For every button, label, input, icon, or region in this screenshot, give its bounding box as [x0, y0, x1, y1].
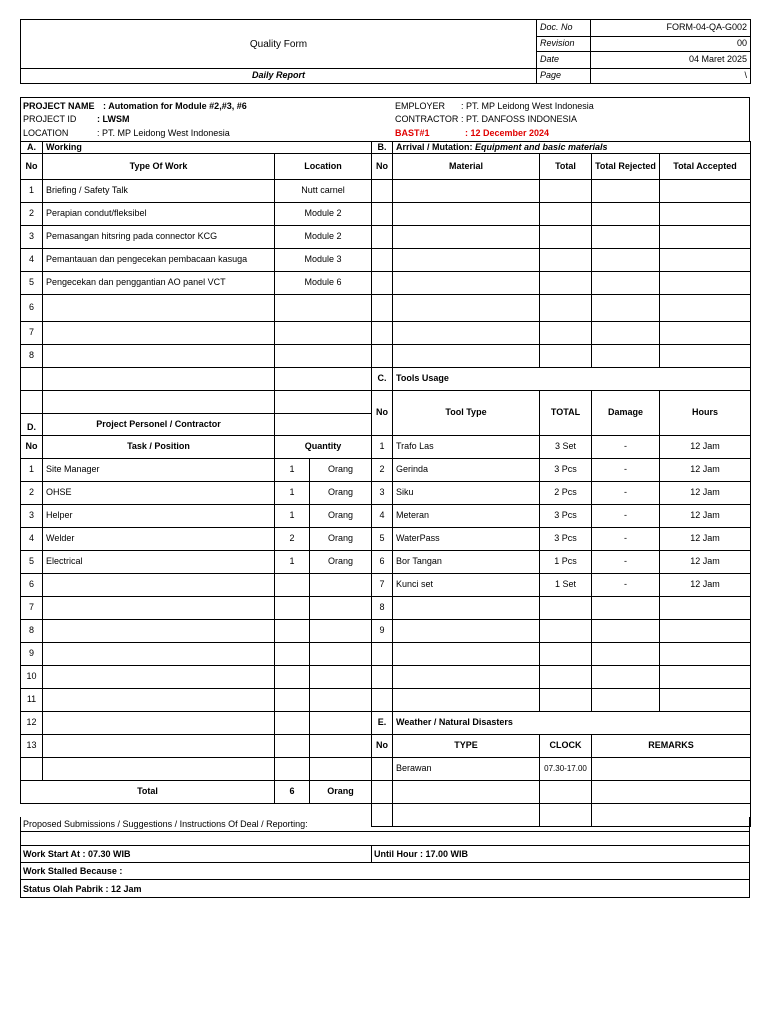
tools-header-no: No	[372, 391, 393, 436]
proposed-row	[20, 817, 750, 832]
working-type: Perapian condut/fleksibel	[43, 203, 275, 226]
tool-no: 5	[372, 528, 393, 551]
working-no: 3	[21, 226, 43, 249]
project-id-value: : LWSM	[97, 114, 130, 124]
tool-hours: 12 Jam	[660, 436, 751, 459]
tool-damage: -	[592, 505, 660, 528]
personnel-task	[43, 666, 275, 689]
table-row	[372, 574, 751, 597]
personnel-task	[43, 643, 275, 666]
personnel-task	[43, 597, 275, 620]
working-location: Nutt carnel	[275, 180, 372, 203]
personnel-task	[43, 620, 275, 643]
work-stalled: Work Stalled Because :	[23, 866, 123, 876]
revision-label: Revision	[537, 37, 591, 52]
tool-type: Meteran	[393, 505, 540, 528]
tools-header-hours: Hours	[660, 391, 751, 436]
tool-damage	[592, 620, 660, 643]
tool-damage: -	[592, 528, 660, 551]
date-label: Date	[537, 52, 591, 69]
table-row	[21, 666, 372, 689]
header-table	[20, 19, 751, 84]
personnel-unit	[310, 689, 372, 712]
personnel-qty: 1	[275, 482, 310, 505]
table-row	[21, 249, 372, 272]
section-d-letter: D.	[21, 414, 43, 436]
personnel-unit	[310, 597, 372, 620]
personnel-no: 2	[21, 482, 43, 505]
tool-hours: 12 Jam	[660, 482, 751, 505]
section-a-letter: A.	[21, 142, 43, 154]
table-row	[21, 505, 372, 528]
until-hour: Until Hour : 17.00 WIB	[374, 849, 469, 859]
tool-total: 3 Pcs	[540, 528, 592, 551]
working-type	[43, 322, 275, 345]
weather-header-type: TYPE	[393, 735, 540, 758]
working-type: Pemantauan dan pengecekan pembacaan kasuga	[43, 249, 275, 272]
table-row	[21, 180, 372, 203]
personnel-unit	[310, 666, 372, 689]
personnel-header-quantity: Quantity	[275, 436, 372, 459]
personnel-unit: Orang	[310, 528, 372, 551]
personnel-task	[43, 735, 275, 758]
tool-total: 1 Set	[540, 574, 592, 597]
personnel-unit	[310, 574, 372, 597]
table-row	[372, 505, 751, 528]
weather-header-no: No	[372, 735, 393, 758]
status-olah-pabrik: Status Olah Pabrik : 12 Jam	[23, 884, 142, 894]
tools-header-damage: Damage	[592, 391, 660, 436]
tool-total: 1 Pcs	[540, 551, 592, 574]
arrival-header-total: Total	[540, 154, 592, 180]
table-row	[21, 226, 372, 249]
tool-damage: -	[592, 551, 660, 574]
personnel-task: Helper	[43, 505, 275, 528]
table-row	[21, 345, 372, 368]
working-location: Module 2	[275, 203, 372, 226]
form-subtitle: Daily Report	[21, 69, 537, 84]
working-no: 1	[21, 180, 43, 203]
doc-no-value: FORM-04-QA-G002	[591, 20, 751, 37]
personnel-unit	[310, 620, 372, 643]
personnel-qty	[275, 574, 310, 597]
personnel-unit	[310, 712, 372, 735]
personnel-qty	[275, 620, 310, 643]
personnel-qty: 1	[275, 551, 310, 574]
personnel-qty	[275, 712, 310, 735]
working-no: 2	[21, 203, 43, 226]
personnel-unit: Orang	[310, 505, 372, 528]
working-location	[275, 345, 372, 368]
tool-total: 3 Pcs	[540, 505, 592, 528]
section-b-title	[393, 142, 751, 154]
tool-hours: 12 Jam	[660, 551, 751, 574]
table-row	[21, 482, 372, 505]
personnel-total-label: Total	[21, 781, 275, 804]
tool-no: 4	[372, 505, 393, 528]
proposed-blank-row	[20, 832, 750, 846]
personnel-no: 4	[21, 528, 43, 551]
table-row	[372, 620, 751, 643]
personnel-task	[43, 689, 275, 712]
personnel-total-unit: Orang	[310, 781, 372, 804]
table-row	[372, 459, 751, 482]
tool-no: 7	[372, 574, 393, 597]
working-no: 7	[21, 322, 43, 345]
working-location: Module 3	[275, 249, 372, 272]
work-start: Work Start At : 07.30 WIB	[23, 849, 131, 859]
arrival-header-accepted: Total Accepted	[660, 154, 751, 180]
working-location: Module 2	[275, 226, 372, 249]
working-header-location: Location	[275, 154, 372, 180]
working-header-type: Type Of Work	[43, 154, 275, 180]
personnel-qty	[275, 597, 310, 620]
personnel-no: 12	[21, 712, 43, 735]
tool-type: WaterPass	[393, 528, 540, 551]
table-row	[21, 643, 372, 666]
working-no: 4	[21, 249, 43, 272]
date-value: 04 Maret 2025	[591, 52, 751, 69]
personnel-qty: 2	[275, 528, 310, 551]
tool-total: 3 Set	[540, 436, 592, 459]
table-row	[372, 597, 751, 620]
project-id-label: PROJECT ID	[23, 114, 77, 124]
tool-hours	[660, 620, 751, 643]
personnel-header-no: No	[21, 436, 43, 459]
tool-hours: 12 Jam	[660, 505, 751, 528]
table-row	[21, 574, 372, 597]
weather-no	[372, 758, 393, 781]
personnel-task: Welder	[43, 528, 275, 551]
arrival-header-no: No	[372, 154, 393, 180]
personnel-no: 11	[21, 689, 43, 712]
personnel-task: OHSE	[43, 482, 275, 505]
tool-no: 2	[372, 459, 393, 482]
right-table	[371, 141, 751, 827]
working-type	[43, 345, 275, 368]
personnel-task: Electrical	[43, 551, 275, 574]
personnel-total-qty: 6	[275, 781, 310, 804]
tool-total: 3 Pcs	[540, 459, 592, 482]
working-type: Briefing / Safety Talk	[43, 180, 275, 203]
weather-header-remarks: REMARKS	[592, 735, 751, 758]
personnel-no: 7	[21, 597, 43, 620]
personnel-no: 5	[21, 551, 43, 574]
tool-no: 6	[372, 551, 393, 574]
table-row	[21, 597, 372, 620]
tool-hours: 12 Jam	[660, 459, 751, 482]
section-b-title-text: Arrival / Mutation:	[396, 141, 476, 152]
table-row	[21, 459, 372, 482]
table-row	[372, 436, 751, 459]
section-b-letter: B.	[372, 142, 393, 154]
tool-damage	[592, 597, 660, 620]
tool-type	[393, 597, 540, 620]
tool-hours: 12 Jam	[660, 574, 751, 597]
form-title: Quality Form	[21, 20, 537, 69]
table-row	[372, 528, 751, 551]
table-row	[21, 689, 372, 712]
weather-header-clock: CLOCK	[540, 735, 592, 758]
contractor-value: : PT. DANFOSS INDONESIA	[461, 114, 578, 124]
table-row	[21, 528, 372, 551]
personnel-qty	[275, 735, 310, 758]
personnel-qty: 1	[275, 505, 310, 528]
table-row	[21, 295, 372, 322]
project-info	[20, 97, 750, 141]
page-value: \	[591, 69, 751, 84]
tool-type: Kunci set	[393, 574, 540, 597]
working-no: 8	[21, 345, 43, 368]
tool-damage: -	[592, 436, 660, 459]
table-row	[372, 551, 751, 574]
personnel-unit: Orang	[310, 551, 372, 574]
work-time-divider	[371, 846, 372, 862]
stalled-row	[20, 863, 750, 880]
working-type	[43, 295, 275, 322]
tool-type: Siku	[393, 482, 540, 505]
project-name-label: PROJECT NAME	[23, 101, 95, 111]
personnel-no: 9	[21, 643, 43, 666]
personnel-no: 3	[21, 505, 43, 528]
status-row	[20, 880, 750, 898]
contractor-label: CONTRACTOR	[395, 114, 459, 124]
section-c-title: Tools Usage	[393, 368, 751, 391]
bast-value: : 12 December 2024	[465, 128, 550, 138]
arrival-header-rejected: Total Rejected	[592, 154, 660, 180]
section-e-title: Weather / Natural Disasters	[393, 712, 751, 735]
table-row	[21, 203, 372, 226]
tool-no: 8	[372, 597, 393, 620]
section-a-title: Working	[43, 142, 372, 154]
left-table	[20, 141, 372, 804]
proposed-label: Proposed Submissions / Suggestions / Instructions Of Deal / Reporting:	[23, 819, 308, 829]
tool-total: 2 Pcs	[540, 482, 592, 505]
tool-hours	[660, 597, 751, 620]
weather-clock: 07.30-17.00	[540, 758, 592, 781]
personnel-no: 1	[21, 459, 43, 482]
location-value: : PT. MP Leidong West Indonesia	[97, 128, 230, 138]
tool-total	[540, 620, 592, 643]
tool-no: 1	[372, 436, 393, 459]
personnel-no: 8	[21, 620, 43, 643]
table-row	[372, 758, 751, 781]
doc-no-label: Doc. No	[537, 20, 591, 37]
table-row	[21, 322, 372, 345]
location-label: LOCATION	[23, 128, 69, 138]
working-header-no: No	[21, 154, 43, 180]
employer-label: EMPLOYER	[395, 101, 446, 111]
working-type: Pemasangan hitsring pada connector KCG	[43, 226, 275, 249]
arrival-header-material: Material	[393, 154, 540, 180]
personnel-unit: Orang	[310, 482, 372, 505]
section-e-letter: E.	[372, 712, 393, 735]
personnel-task	[43, 574, 275, 597]
tool-type: Trafo Las	[393, 436, 540, 459]
working-location	[275, 295, 372, 322]
tool-type	[393, 620, 540, 643]
tool-no: 9	[372, 620, 393, 643]
working-location: Module 6	[275, 272, 372, 295]
working-no: 5	[21, 272, 43, 295]
personnel-header-task: Task / Position	[43, 436, 275, 459]
personnel-unit: Orang	[310, 459, 372, 482]
table-row	[21, 620, 372, 643]
tool-total	[540, 597, 592, 620]
project-name-value: : Automation for Module #2,#3, #6	[103, 101, 247, 111]
page-label: Page	[537, 69, 591, 84]
employer-value: : PT. MP Leidong West Indonesia	[461, 101, 594, 111]
personnel-qty: 1	[275, 459, 310, 482]
project-id-row	[23, 114, 76, 124]
bast-label: BAST#1	[395, 128, 430, 138]
tools-header-type: Tool Type	[393, 391, 540, 436]
personnel-no: 10	[21, 666, 43, 689]
weather-type: Berawan	[393, 758, 540, 781]
tool-damage: -	[592, 574, 660, 597]
tool-no: 3	[372, 482, 393, 505]
personnel-no: 13	[21, 735, 43, 758]
tool-type: Gerinda	[393, 459, 540, 482]
tool-damage: -	[592, 459, 660, 482]
revision-value: 00	[591, 37, 751, 52]
personnel-task	[43, 712, 275, 735]
section-d-title: Project Personel / Contractor	[43, 414, 275, 436]
table-row	[21, 551, 372, 574]
tools-header-total: TOTAL	[540, 391, 592, 436]
tool-damage: -	[592, 482, 660, 505]
working-location	[275, 322, 372, 345]
personnel-unit	[310, 735, 372, 758]
table-row	[21, 712, 372, 735]
personnel-task: Site Manager	[43, 459, 275, 482]
tool-hours: 12 Jam	[660, 528, 751, 551]
tool-type: Bor Tangan	[393, 551, 540, 574]
section-c-letter: C.	[372, 368, 393, 391]
work-time-row	[20, 846, 750, 863]
working-type: Pengecekan dan penggantian AO panel VCT	[43, 272, 275, 295]
table-row	[21, 272, 372, 295]
personnel-qty	[275, 643, 310, 666]
personnel-no: 6	[21, 574, 43, 597]
table-row	[21, 735, 372, 758]
section-b-title-em: Equipment and basic materials	[475, 141, 608, 152]
personnel-qty	[275, 666, 310, 689]
table-row	[372, 482, 751, 505]
weather-remarks	[592, 758, 751, 781]
working-no: 6	[21, 295, 43, 322]
project-name-row	[23, 101, 247, 111]
personnel-unit	[310, 643, 372, 666]
personnel-qty	[275, 689, 310, 712]
